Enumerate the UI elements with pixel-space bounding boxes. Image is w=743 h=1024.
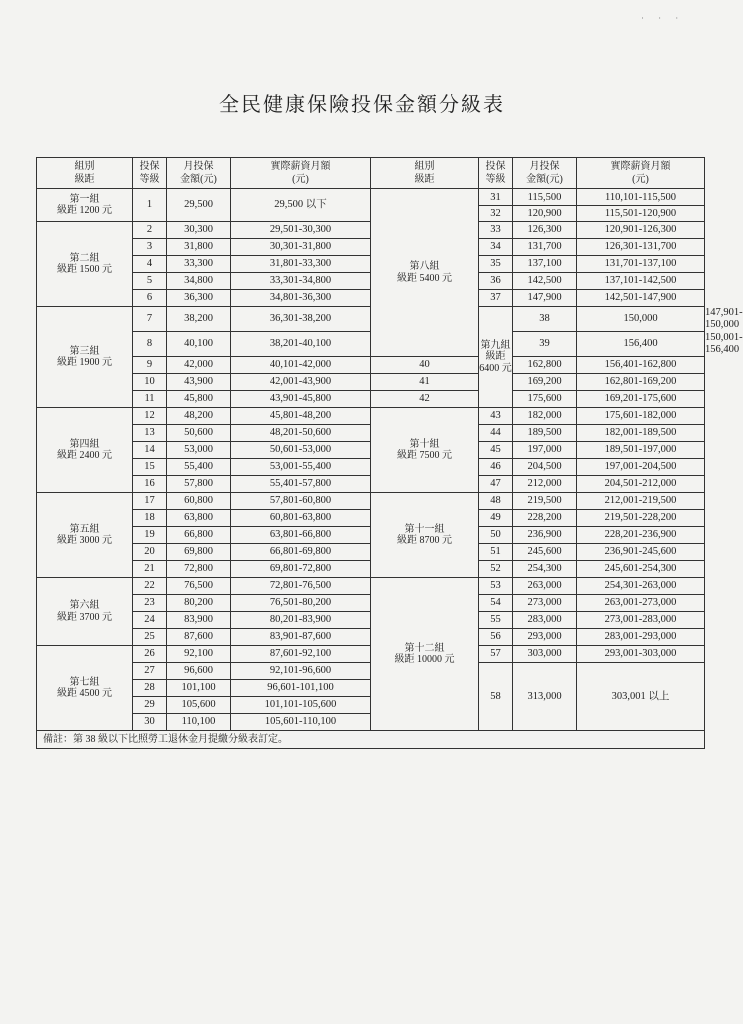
grade-cell: 19 — [133, 527, 167, 544]
salary-cell: 33,301-34,800 — [231, 273, 371, 290]
salary-cell: 175,601-182,000 — [577, 408, 705, 425]
grade-cell: 56 — [479, 629, 513, 646]
grade-cell: 5 — [133, 273, 167, 290]
amount-cell: 137,100 — [513, 256, 577, 273]
table-row: 第三組 級距 1900 元 7 38,200 36,301-38,200 第九組 級距 6400 元 38 150,000 147,901-150,000 — [37, 307, 705, 332]
group-cell: 第三組 級距 1900 元 — [37, 307, 133, 408]
group-cell: 第十組 級距 7500 元 — [371, 408, 479, 493]
header-grade: 投保 等級 — [133, 158, 167, 189]
amount-cell: 43,900 — [167, 374, 231, 391]
amount-cell: 175,600 — [513, 391, 577, 408]
amount-cell: 212,000 — [513, 476, 577, 493]
amount-cell: 182,000 — [513, 408, 577, 425]
amount-cell: 38,200 — [167, 307, 231, 332]
table-row — [37, 578, 705, 595]
group-cell: 第八組 級距 5400 元 — [371, 189, 479, 357]
amount-cell: 57,800 — [167, 476, 231, 493]
amount-cell: 162,800 — [513, 357, 577, 374]
grade-cell: 57 — [479, 646, 513, 663]
amount-cell: 245,600 — [513, 544, 577, 561]
grade-cell: 46 — [479, 459, 513, 476]
salary-cell: 42,001-43,900 — [231, 374, 371, 391]
amount-cell: 42,000 — [167, 357, 231, 374]
salary-cell: 263,001-273,000 — [577, 595, 705, 612]
amount-cell: 313,000 — [513, 663, 577, 731]
salary-cell: 69,801-72,800 — [231, 561, 371, 578]
table-row — [37, 357, 705, 374]
salary-cell: 137,101-142,500 — [577, 273, 705, 290]
grade-cell: 3 — [133, 239, 167, 256]
amount-cell: 80,200 — [167, 595, 231, 612]
salary-cell: 29,500 以下 — [231, 189, 371, 222]
amount-cell: 63,800 — [167, 510, 231, 527]
salary-cell: 126,301-131,700 — [577, 239, 705, 256]
salary-cell: 92,101-96,600 — [231, 663, 371, 680]
salary-cell: 45,801-48,200 — [231, 408, 371, 425]
header-amount: 月投保 金額(元) — [167, 158, 231, 189]
group-cell: 第一組 級距 1200 元 — [37, 189, 133, 222]
header-salary: 實際薪資月額 (元) — [577, 158, 705, 189]
grade-cell: 22 — [133, 578, 167, 595]
header-salary: 實際薪資月額 (元) — [231, 158, 371, 189]
grade-cell: 15 — [133, 459, 167, 476]
salary-cell: 31,801-33,300 — [231, 256, 371, 273]
amount-cell: 36,300 — [167, 290, 231, 307]
amount-cell: 204,500 — [513, 459, 577, 476]
amount-cell: 76,500 — [167, 578, 231, 595]
amount-cell: 53,000 — [167, 442, 231, 459]
salary-cell: 57,801-60,800 — [231, 493, 371, 510]
amount-cell: 83,900 — [167, 612, 231, 629]
group-cell: 第十一組 級距 8700 元 — [371, 493, 479, 578]
grade-cell: 23 — [133, 595, 167, 612]
grade-cell: 29 — [133, 697, 167, 714]
amount-cell: 131,700 — [513, 239, 577, 256]
salary-cell: 283,001-293,000 — [577, 629, 705, 646]
group-cell: 第六組 級距 3700 元 — [37, 578, 133, 646]
table-row — [37, 391, 705, 408]
amount-cell: 254,300 — [513, 561, 577, 578]
table-row: 8 40,100 38,201-40,100 39 156,400 150,001-156,400 — [37, 332, 705, 357]
amount-cell: 283,000 — [513, 612, 577, 629]
salary-cell: 36,301-38,200 — [231, 307, 371, 332]
amount-cell: 303,000 — [513, 646, 577, 663]
salary-cell: 169,201-175,600 — [577, 391, 705, 408]
salary-cell: 182,001-189,500 — [577, 425, 705, 442]
salary-cell: 254,301-263,000 — [577, 578, 705, 595]
grade-cell: 52 — [479, 561, 513, 578]
salary-cell: 72,801-76,500 — [231, 578, 371, 595]
salary-cell: 101,101-105,600 — [231, 697, 371, 714]
grade-cell: 11 — [133, 391, 167, 408]
grade-cell: 9 — [133, 357, 167, 374]
grade-cell: 4 — [133, 256, 167, 273]
group-cell: 第九組 級距 6400 元 — [479, 307, 513, 408]
grade-cell: 48 — [479, 493, 513, 510]
grade-cell: 54 — [479, 595, 513, 612]
salary-cell: 29,501-30,300 — [231, 222, 371, 239]
amount-cell: 29,500 — [167, 189, 231, 222]
grade-cell: 20 — [133, 544, 167, 561]
salary-cell: 34,801-36,300 — [231, 290, 371, 307]
amount-cell: 40,100 — [167, 332, 231, 357]
group-cell: 第四組 級距 2400 元 — [37, 408, 133, 493]
amount-cell: 228,200 — [513, 510, 577, 527]
salary-cell: 236,901-245,600 — [577, 544, 705, 561]
amount-cell: 105,600 — [167, 697, 231, 714]
salary-cell: 50,601-53,000 — [231, 442, 371, 459]
grade-cell: 28 — [133, 680, 167, 697]
amount-cell: 142,500 — [513, 273, 577, 290]
salary-cell: 110,101-115,500 115,501-120,900 — [577, 189, 705, 222]
salary-cell: 76,501-80,200 — [231, 595, 371, 612]
amount-cell: 34,800 — [167, 273, 231, 290]
salary-cell: 120,901-126,300 — [577, 222, 705, 239]
salary-cell: 96,601-101,100 — [231, 680, 371, 697]
grade-cell: 49 — [479, 510, 513, 527]
grade-cell: 45 — [479, 442, 513, 459]
amount-cell: 293,000 — [513, 629, 577, 646]
group-cell: 第十二組 級距 10000 元 — [371, 578, 479, 731]
salary-cell: 156,401-162,800 — [577, 357, 705, 374]
salary-cell: 66,801-69,800 — [231, 544, 371, 561]
grade-cell: 17 — [133, 493, 167, 510]
grade-cell: 6 — [133, 290, 167, 307]
grade-cell: 24 — [133, 612, 167, 629]
grade-cell: 44 — [479, 425, 513, 442]
amount-cell: 48,200 — [167, 408, 231, 425]
grade-cell: 1 — [133, 189, 167, 222]
salary-cell: 131,701-137,100 — [577, 256, 705, 273]
grade-cell: 34 — [479, 239, 513, 256]
grade-cell: 30 — [133, 714, 167, 731]
grade-cell: 14 — [133, 442, 167, 459]
salary-cell: 228,201-236,900 — [577, 527, 705, 544]
amount-cell: 101,100 — [167, 680, 231, 697]
amount-cell: 236,900 — [513, 527, 577, 544]
amount-cell: 273,000 — [513, 595, 577, 612]
note: 備註：第 38 級以下比照勞工退休金月提繳分級表訂定。 — [37, 731, 705, 749]
header-grade: 投保 等級 — [479, 158, 513, 189]
amount-cell: 110,100 — [167, 714, 231, 731]
table-row — [37, 374, 705, 391]
salary-cell: 189,501-197,000 — [577, 442, 705, 459]
grade-cell: 18 — [133, 510, 167, 527]
table-row — [37, 493, 705, 510]
salary-cell: 273,001-283,000 — [577, 612, 705, 629]
salary-cell: 60,801-63,800 — [231, 510, 371, 527]
grade-cell: 38 — [513, 307, 577, 332]
salary-cell: 142,501-147,900 — [577, 290, 705, 307]
salary-cell: 197,001-204,500 — [577, 459, 705, 476]
grade-cell: 53 — [479, 578, 513, 595]
grade-cell: 26 — [133, 646, 167, 663]
salary-cell: 53,001-55,400 — [231, 459, 371, 476]
grade-cell: 55 — [479, 612, 513, 629]
salary-cell: 245,601-254,300 — [577, 561, 705, 578]
salary-cell: 162,801-169,200 — [577, 374, 705, 391]
grade-cell: 42 — [371, 391, 479, 408]
grade-cell: 7 — [133, 307, 167, 332]
group-cell: 第二組 級距 1500 元 — [37, 222, 133, 307]
grade-cell: 35 — [479, 256, 513, 273]
amount-cell: 69,800 — [167, 544, 231, 561]
grade-cell: 8 — [133, 332, 167, 357]
salary-cell: 204,501-212,000 — [577, 476, 705, 493]
header-amount: 月投保 金額(元) — [513, 158, 577, 189]
salary-cell: 63,801-66,800 — [231, 527, 371, 544]
group-cell: 第七組 級距 4500 元 — [37, 646, 133, 731]
amount-cell: 126,300 — [513, 222, 577, 239]
page-title: 全民健康保險投保金額分級表 — [219, 92, 505, 116]
amount-cell: 92,100 — [167, 646, 231, 663]
grade-cell: 31 32 — [479, 189, 513, 222]
header-row — [37, 158, 705, 189]
grade-cell: 10 — [133, 374, 167, 391]
amount-cell: 115,500 120,900 — [513, 189, 577, 222]
amount-cell: 219,500 — [513, 493, 577, 510]
grade-cell: 47 — [479, 476, 513, 493]
grade-cell: 43 — [479, 408, 513, 425]
grade-cell: 58 — [479, 663, 513, 731]
header-group: 組別 級距 — [37, 158, 133, 189]
salary-cell: 55,401-57,800 — [231, 476, 371, 493]
amount-cell: 30,300 — [167, 222, 231, 239]
salary-cell: 105,601-110,100 — [231, 714, 371, 731]
amount-cell: 150,000 — [577, 307, 705, 332]
amount-cell: 31,800 — [167, 239, 231, 256]
header-group: 組別 級距 — [371, 158, 479, 189]
salary-cell: 80,201-83,900 — [231, 612, 371, 629]
grade-cell: 13 — [133, 425, 167, 442]
salary-cell: 30,301-31,800 — [231, 239, 371, 256]
salary-cell: 219,501-228,200 — [577, 510, 705, 527]
grade-cell: 51 — [479, 544, 513, 561]
salary-cell: 40,101-42,000 — [231, 357, 371, 374]
table-row — [37, 408, 705, 425]
grade-cell: 2 — [133, 222, 167, 239]
amount-cell: 60,800 — [167, 493, 231, 510]
salary-cell: 48,201-50,600 — [231, 425, 371, 442]
salary-cell: 38,201-40,100 — [231, 332, 371, 357]
scan-marks: · · · — [641, 14, 684, 23]
amount-cell: 87,600 — [167, 629, 231, 646]
grade-cell: 12 — [133, 408, 167, 425]
grade-cell: 37 — [479, 290, 513, 307]
salary-cell: 212,001-219,500 — [577, 493, 705, 510]
grade-cell: 39 — [513, 332, 577, 357]
amount-cell: 189,500 — [513, 425, 577, 442]
grade-cell: 27 — [133, 663, 167, 680]
amount-cell: 66,800 — [167, 527, 231, 544]
salary-cell: 293,001-303,000 — [577, 646, 705, 663]
group-cell: 第五組 級距 3000 元 — [37, 493, 133, 578]
amount-cell: 33,300 — [167, 256, 231, 273]
grade-cell: 33 — [479, 222, 513, 239]
grade-table — [36, 157, 743, 749]
amount-cell: 72,800 — [167, 561, 231, 578]
grade-cell: 40 — [371, 357, 479, 374]
grade-cell: 21 — [133, 561, 167, 578]
grade-cell: 16 — [133, 476, 167, 493]
grade-cell: 41 — [371, 374, 479, 391]
amount-cell: 55,400 — [167, 459, 231, 476]
amount-cell: 50,600 — [167, 425, 231, 442]
table-row — [37, 189, 705, 222]
grade-cell: 50 — [479, 527, 513, 544]
amount-cell: 169,200 — [513, 374, 577, 391]
grade-cell: 36 — [479, 273, 513, 290]
amount-cell: 147,900 — [513, 290, 577, 307]
salary-cell: 303,001 以上 — [577, 663, 705, 731]
amount-cell: 156,400 — [577, 332, 705, 357]
amount-cell: 263,000 — [513, 578, 577, 595]
salary-cell: 43,901-45,800 — [231, 391, 371, 408]
amount-cell: 45,800 — [167, 391, 231, 408]
salary-cell: 83,901-87,600 — [231, 629, 371, 646]
amount-cell: 197,000 — [513, 442, 577, 459]
grade-cell: 25 — [133, 629, 167, 646]
salary-cell: 87,601-92,100 — [231, 646, 371, 663]
amount-cell: 96,600 — [167, 663, 231, 680]
